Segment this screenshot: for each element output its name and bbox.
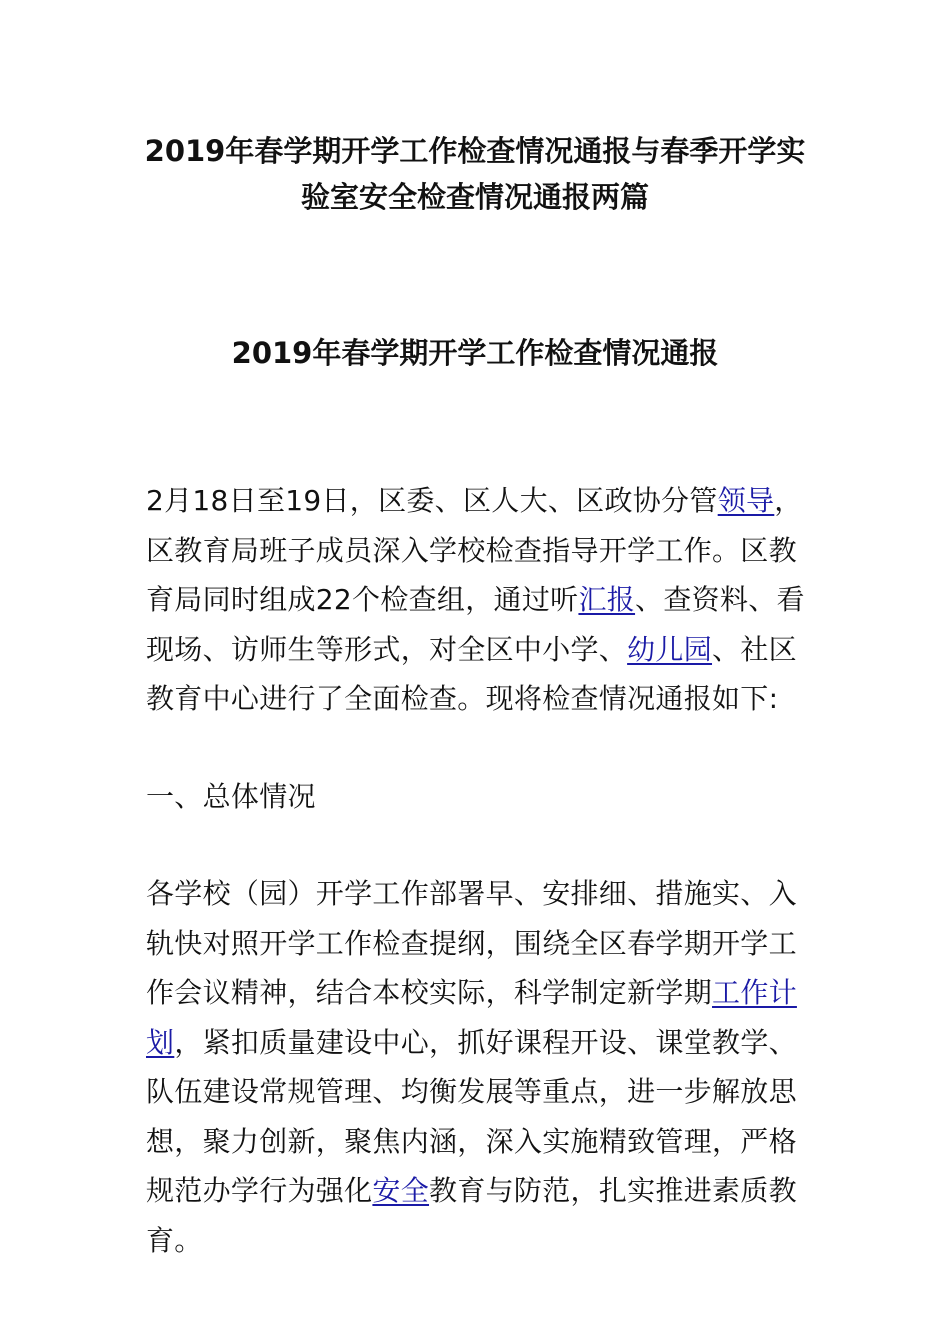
- intro-text-2: ，区教育局班子成员深入学校检查指导开学工作。区教育局同时组成22个检查组，通过听: [146, 484, 803, 616]
- link-leadership[interactable]: 领导: [717, 484, 775, 517]
- link-kindergarten[interactable]: 幼儿园: [627, 632, 713, 666]
- document-title: [90, 128, 860, 220]
- overview-text-1: 各学校（园）开学工作部署早、安排细、措施实、入轨快对照开学工作检查提纲，围绕全区春学期开学工作会议精神，结合本校实际，科学制定新学期: [146, 877, 797, 1009]
- document-subtitle: 2019年春学期开学工作检查情况通报: [231, 336, 719, 370]
- title-line-1: 2019年春学期开学工作检查情况通报与春季开学实: [144, 134, 806, 168]
- intro-text-1: 2月18日至19日，区委、区人大、区政协分管: [146, 484, 718, 517]
- overview-text-2: ，紧扣质量建设中心，抓好课程开设、课堂教学、队伍建设常规管理、均衡发展等重点，进一步解放思想，聚力创新，聚焦内涵，深入实施精致管理，严格规范办学行为强化: [146, 1025, 797, 1207]
- intro-text-4: 、社区教育中心进行了全面检查。现将检查情况通报如下:: [146, 632, 797, 715]
- section-heading-overview: 一、总体情况: [146, 780, 316, 813]
- link-safety[interactable]: 安全: [372, 1174, 430, 1207]
- link-report[interactable]: 汇报: [578, 583, 636, 616]
- overview-text-3: 教育与防范，扎实推进素质教育。: [146, 1174, 797, 1257]
- intro-text-3: 、查资料、看现场、访师生等形式，对全区中小学、: [146, 583, 805, 666]
- overview-paragraph: [146, 869, 812, 1265]
- intro-paragraph: [146, 476, 812, 724]
- link-work-plan[interactable]: 工作计划: [146, 976, 797, 1059]
- title-line-2: 验室安全检查情况通报两篇: [300, 180, 649, 214]
